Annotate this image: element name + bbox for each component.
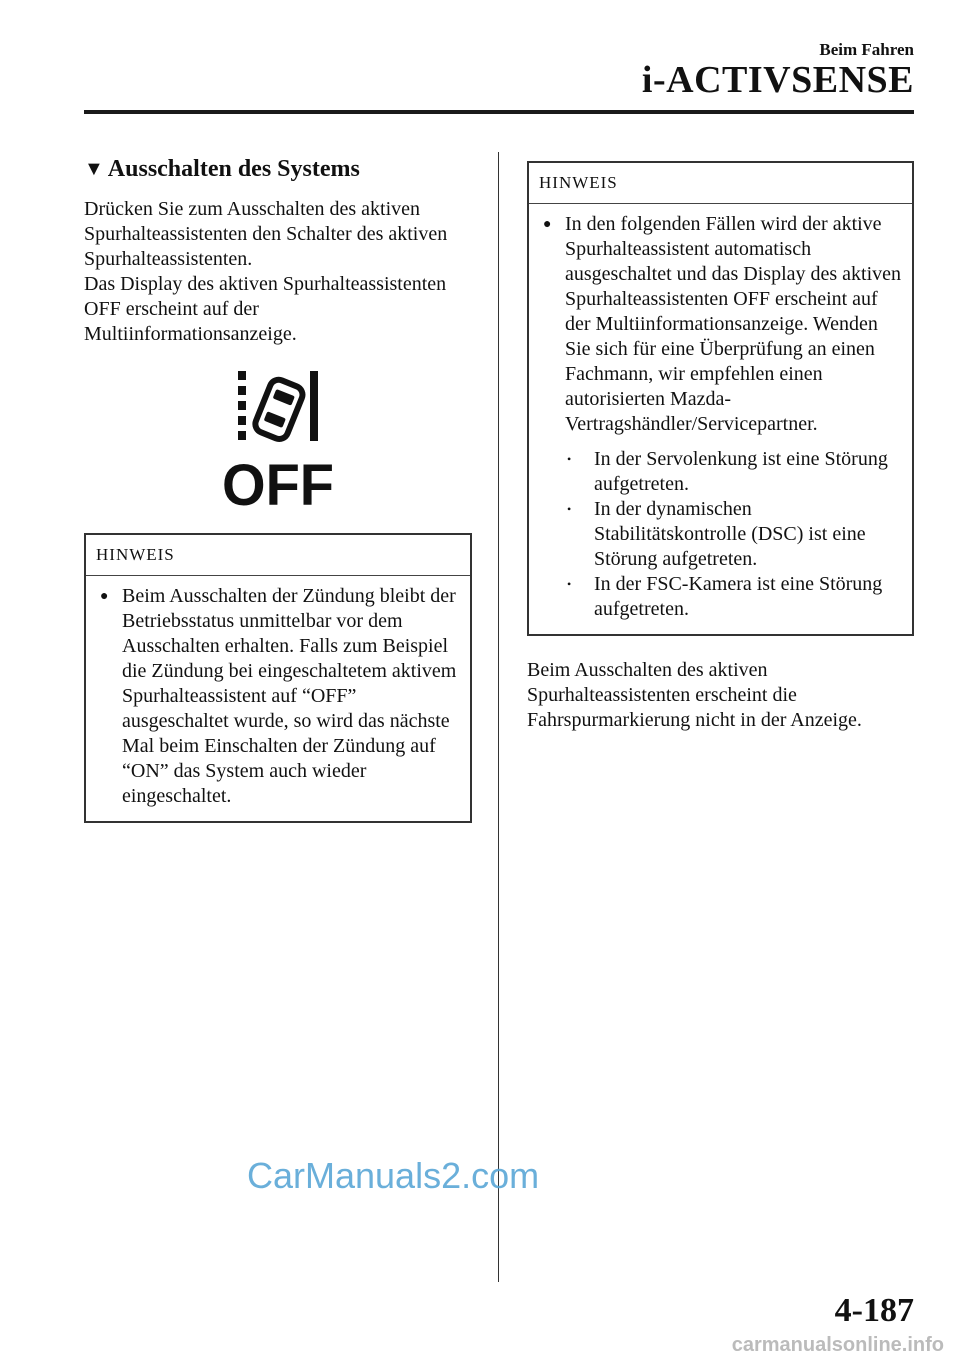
sub-bullet-icon: • [567, 452, 572, 466]
page-number: 4-187 [834, 1292, 914, 1329]
list-item [541, 212, 902, 437]
note-body [529, 204, 912, 634]
note-box [527, 161, 914, 636]
section-title: i-ACTIVSENSE [641, 59, 914, 101]
list-item [98, 584, 460, 809]
chapter-title: Beim Fahren [819, 40, 914, 59]
list-item-text: Beim Ausschalten der Zündung bleibt der Betriebsstatus unmittelbar vor dem Ausschalten erhalten. Falls zum Beispiel die Zündung bei eingeschaltetem aktivem Spurhalteassistent auf “OFF” ausgeschaltet wurde, so wird das nächste Mal beim Einschalten der Zündung auf “ON” das System auch wieder eingeschaltet. [122, 585, 457, 807]
column-divider [498, 152, 499, 1282]
sub-bullet-icon: • [567, 502, 572, 516]
sub-bullet-icon: • [567, 577, 572, 591]
note-title: HINWEIS [529, 163, 912, 204]
note-body [86, 576, 470, 821]
paragraph: Das Display des aktiven Spurhalteassistenten OFF erscheint auf der Multiinformationsanzeige. [84, 273, 447, 345]
bullet-icon: ● [543, 217, 552, 232]
list-item-text: In den folgenden Fällen wird der aktive Spurhalteassistent automatisch ausgeschaltet und das Display des aktiven Spurhalteassistenten OFF erscheint auf der Multiinformationsanzeige. Wenden Sie sich für eine Überprüfung an einen Fachmann, wir empfehlen einen autorisierten Mazda-Vertragshändler/Servicepartner. [565, 213, 902, 435]
paragraph: Drücken Sie zum Ausschalten des aktiven Spurhalteassistenten den Schalter des aktiven Spurhalteassistenten. [84, 198, 448, 270]
watermark: CarManuals2.com [247, 1155, 540, 1196]
right-column [527, 161, 914, 753]
note-box [84, 533, 472, 823]
lane-keep-assist-off-icon [218, 369, 338, 509]
intro-text [84, 197, 472, 347]
sub-list-item-text: In der dynamischen Stabilitätskontrolle (DSC) ist eine Störung aufgetreten. [594, 498, 866, 570]
heading-text: Ausschalten des Systems [107, 156, 360, 182]
sub-list-item [563, 497, 902, 572]
left-column [84, 156, 472, 823]
note-title: HINWEIS [86, 535, 470, 576]
sub-list [541, 447, 902, 622]
header-rule [84, 110, 914, 114]
paragraph: Beim Ausschalten des aktiven Spurhalteassistenten erscheint die Fahrspurmarkierung nicht in der Anzeige. [527, 659, 862, 731]
section-heading [84, 156, 472, 183]
sub-list-item [563, 447, 902, 497]
footer-site-link[interactable]: carmanualsonline.info [731, 1334, 944, 1356]
sub-list-item-text: In der FSC-Kamera ist eine Störung aufgetreten. [594, 573, 883, 620]
bullet-icon: ● [100, 589, 109, 604]
sub-list-item-text: In der Servolenkung ist eine Störung aufgetreten. [594, 448, 888, 495]
off-icon-label: OFF [222, 453, 334, 509]
triangle-marker-icon: ▼ [84, 158, 104, 180]
sub-list-item [563, 572, 902, 622]
